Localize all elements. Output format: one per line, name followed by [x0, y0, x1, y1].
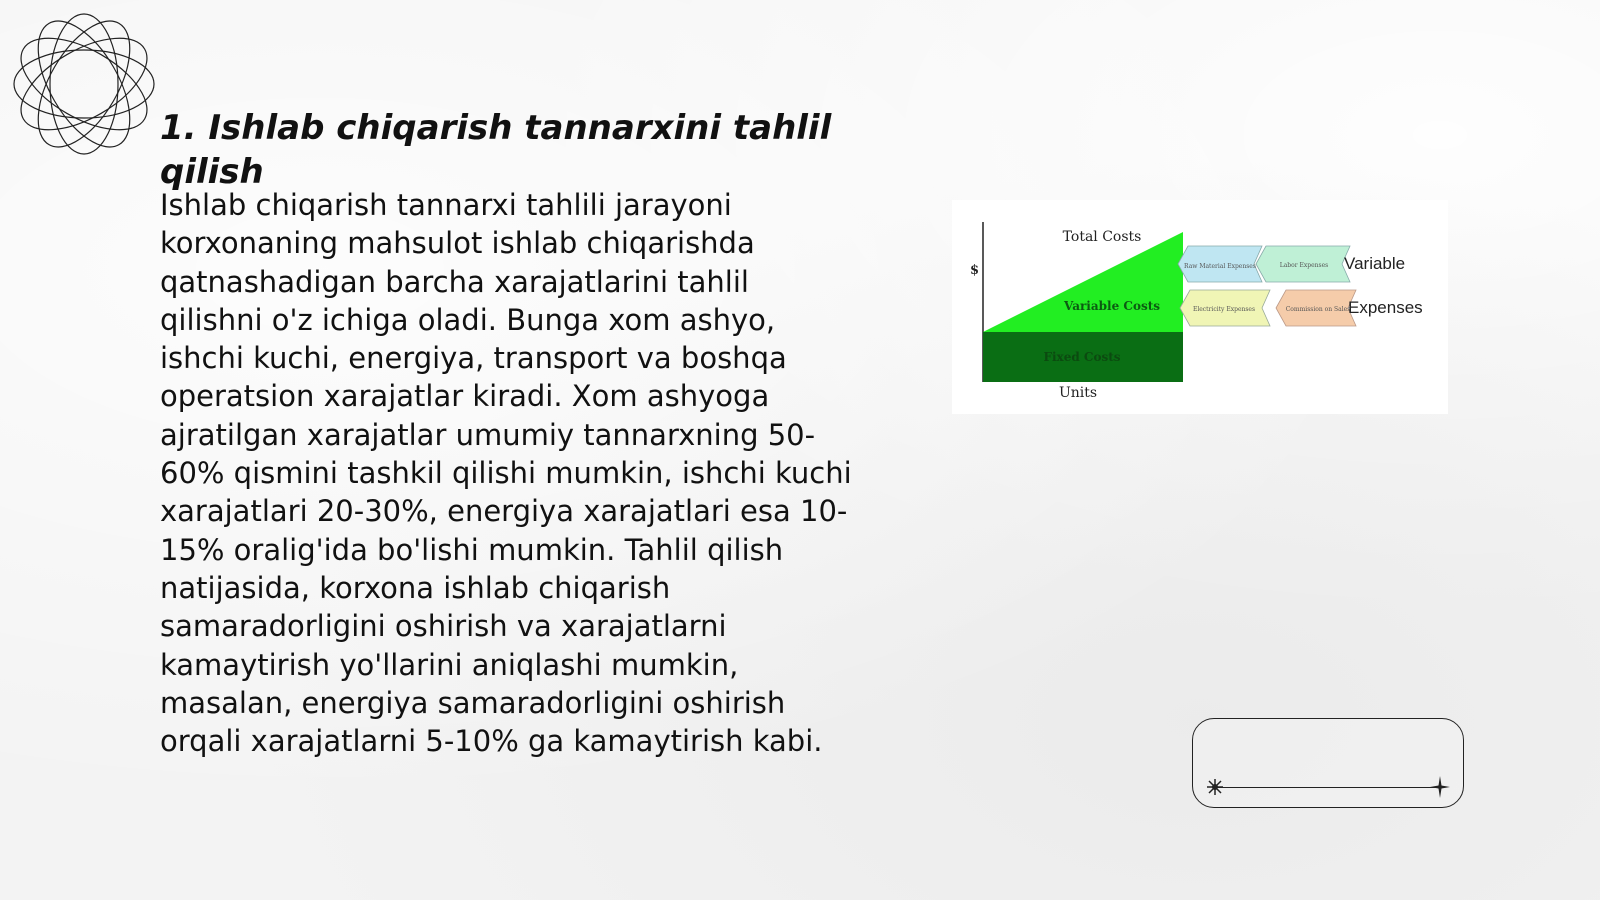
slider-track[interactable] [1215, 787, 1441, 788]
total-costs-label: Total Costs [1062, 229, 1142, 245]
electricity-text: Electricity Expenses [1192, 306, 1256, 313]
variable-side-label: Variable [1344, 254, 1406, 273]
cost-diagram [952, 200, 1448, 414]
variable-costs-area [983, 232, 1183, 332]
sparkle-icon[interactable] [1205, 777, 1225, 797]
y-axis-label: $ [970, 263, 980, 278]
expenses-side-label: Expenses [1348, 298, 1423, 317]
raw-material-text: Raw Material Expenses [1184, 263, 1256, 270]
four-point-star-icon[interactable] [1429, 775, 1451, 799]
x-axis-label: Units [1058, 385, 1098, 401]
labor-text: Labor Expenses [1279, 262, 1329, 269]
slide-title: 1. Ishlab chiqarish tannarxini tahlil qilish [160, 108, 832, 192]
spirograph-ornament-icon [10, 10, 158, 158]
variable-costs-label: Variable Costs [1063, 299, 1161, 313]
slide-nav-widget[interactable] [1192, 718, 1464, 808]
fixed-costs-label: Fixed Costs [1043, 350, 1121, 364]
slide-body-text: Ishlab chiqarish tannarxi tahlili jarayoni korxonaning mahsulot ishlab chiqarishda qatnashadigan barcha xarajatlarini tahlil qilishni o'z ichiga oladi. Bunga xom ashyo, ishchi kuchi, energiya, transport va boshqa operatsion xarajatlar kiradi. Xom ashyoga ajratilgan xarajatlar umumiy tannarxning 50-60% qismini tashkil qilishi mumkin, ishchi kuchi xarajatlari 20-30%, energiya xarajatlari esa 10-15% oralig'ida bo'lishi mumkin. Tahlil qilish natijasida, korxona ishlab chiqarish samaradorligini oshirish va xarajatlarni kamaytirish yo'llarini aniqlashi mumkin, masalan, energiya samaradorligini oshirish orqali xarajatlarni 5-10% ga kamaytirish kabi. [160, 188, 852, 759]
commission-text: Commission on Sales [1285, 306, 1351, 313]
